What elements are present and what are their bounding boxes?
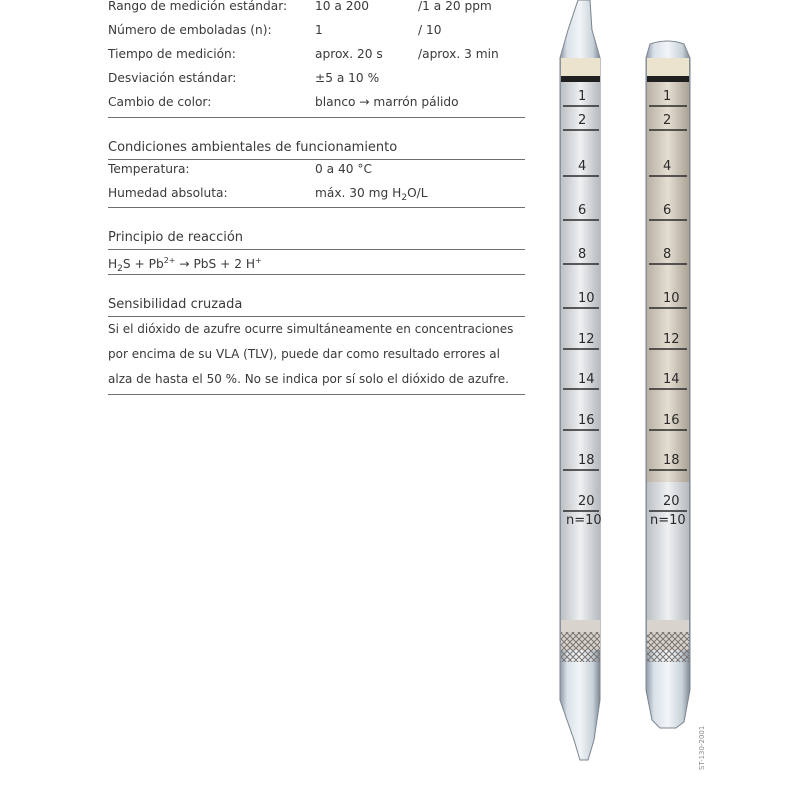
temperature-label: Temperatura:: [108, 162, 190, 176]
scale-label: 4: [578, 159, 587, 174]
spec-value: 10 a 200: [315, 0, 369, 13]
scale-label: 20: [663, 494, 680, 509]
scale-label: 12: [663, 332, 680, 347]
scale-label: 18: [578, 453, 595, 468]
spec-value: 1: [315, 23, 323, 37]
spec-value-alt: /1 a 20 ppm: [418, 0, 492, 13]
scale-label: 2: [578, 113, 587, 128]
spec-label: Cambio de color:: [108, 95, 212, 109]
scale-label: 1: [663, 89, 672, 104]
scale-label: 14: [578, 372, 595, 387]
temperature-value: 0 a 40 °C: [315, 162, 372, 176]
spec-label: Tiempo de medición:: [108, 47, 236, 61]
scale-label: 1: [578, 89, 587, 104]
cross-line: alza de hasta el 50 %. No se indica por sí solo el dióxido de azufre.: [108, 372, 509, 386]
scale-label: 6: [578, 203, 587, 218]
scale-label: 20: [578, 494, 595, 509]
scale-label: 14: [663, 372, 680, 387]
spec-label: Desviación estándar:: [108, 71, 237, 85]
scale-label: 2: [663, 113, 672, 128]
ambient-heading: Condiciones ambientales de funcionamiento: [108, 140, 398, 155]
spec-label: Número de emboladas (n):: [108, 23, 272, 37]
spec-value: blanco → marrón pálido: [315, 95, 459, 109]
humidity-label: Humedad absoluta:: [108, 186, 228, 200]
strokes-label: n=10: [650, 513, 686, 528]
cross-line: Si el dióxido de azufre ocurre simultáneamente en concentraciones: [108, 322, 514, 336]
spec-value-alt: /aprox. 3 min: [418, 47, 499, 61]
scale-label: 4: [663, 159, 672, 174]
reaction-formula: $H_2S + Pb^{2+}$ → PbS + 2 H+: [108, 256, 262, 275]
strokes-label: n=10: [566, 513, 602, 528]
spec-value: aprox. 20 s: [315, 47, 383, 61]
humidity-value: máx. 30 mg $H_2O/L$: [315, 186, 428, 203]
scale-label: 16: [578, 413, 595, 428]
scale-label: 8: [578, 247, 587, 262]
image-credit: ST-130-2001: [698, 725, 706, 770]
scale-label: 16: [663, 413, 680, 428]
scale-label: 12: [578, 332, 595, 347]
detector-tube-unused: [560, 0, 602, 760]
scale-label: 18: [663, 453, 680, 468]
detector-tube-used: [646, 41, 690, 728]
cross-line: por encima de su VLA (TLV), puede dar como resultado errores al: [108, 347, 500, 361]
scale-label: 10: [663, 291, 680, 306]
spec-value-alt: / 10: [418, 23, 442, 37]
scale-label: 8: [663, 247, 672, 262]
scale-label: 6: [663, 203, 672, 218]
cross-sensitivity-heading: Sensibilidad cruzada: [108, 297, 243, 312]
reaction-heading: Principio de reacción: [108, 230, 244, 245]
scale-label: 10: [578, 291, 595, 306]
spec-value: ±5 a 10 %: [315, 71, 380, 85]
spec-label: Rango de medición estándar:: [108, 0, 288, 13]
